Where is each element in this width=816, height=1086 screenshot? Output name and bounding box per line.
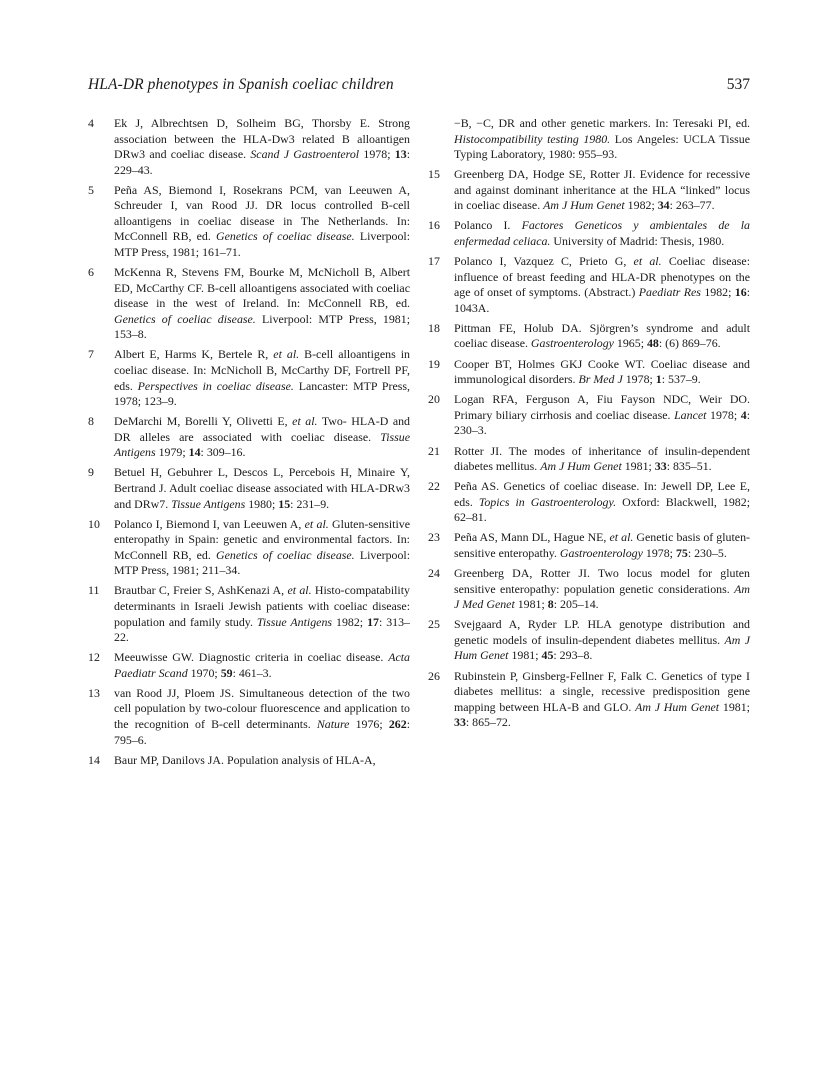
page-number: 537 <box>726 76 750 93</box>
reference-item <box>428 566 750 613</box>
reference-text: 1978; <box>622 372 656 387</box>
reference-text: Pittman FE, Holub DA. Sjörgren’s syndrome and adult coeliac disease. <box>454 320 750 351</box>
reference-number: 7 <box>88 347 94 362</box>
reference-journal: Tissue Antigens <box>114 429 410 460</box>
reference-item <box>88 650 410 681</box>
reference-text: Rotter JI. The modes of inheritance of insulin-dependent diabetes mellitus. <box>454 443 750 474</box>
reference-text: Two- HLA-D and DR alleles are associated with coeliac disease. <box>114 414 410 444</box>
reference-volume: 75 <box>675 546 688 561</box>
reference-text: Brautbar C, Freier S, AshKenazi A, <box>114 583 288 598</box>
reference-journal: Genetics of coeliac disease. <box>216 547 355 562</box>
reference-journal: Paediatr Res <box>638 285 701 300</box>
reference-text: 1982; <box>624 198 658 213</box>
reference-pages: : 313–22. <box>114 614 411 645</box>
reference-text: Los Angeles: UCLA Tissue Typing Laboratory, 1980: 955–93. <box>454 131 750 162</box>
reference-number: 10 <box>88 516 100 531</box>
reference-text: 1978; <box>359 147 395 162</box>
reference-volume: 17 <box>367 614 379 629</box>
reference-item <box>428 254 750 316</box>
reference-text: 1976; <box>349 717 389 732</box>
reference-volume: 13 <box>394 147 407 162</box>
reference-item <box>428 617 750 664</box>
reference-pages: : 461–3. <box>232 665 272 680</box>
reference-journal: Am J Hum Genet <box>635 699 720 714</box>
reference-journal: Gastroenterology <box>530 336 614 351</box>
reference-text: 1978; <box>706 407 741 422</box>
reference-journal: et al. <box>304 516 329 531</box>
reference-text: Polanco I, Vazquez C, Prieto G, <box>454 254 634 269</box>
reference-item <box>428 167 750 214</box>
reference-item <box>428 321 750 352</box>
reference-item <box>88 686 410 748</box>
reference-journal: Scand J Gastroenterol <box>250 147 360 162</box>
reference-text: Meeuwisse GW. Diagnostic criteria in coeliac disease. <box>114 650 389 665</box>
reference-volume: 1 <box>655 372 662 387</box>
running-title: HLA-DR phenotypes in Spanish coeliac children <box>88 76 394 93</box>
reference-pages: : 230–5. <box>687 546 727 561</box>
reference-number: 24 <box>428 566 440 581</box>
reference-volume: 33 <box>654 459 667 474</box>
reference-text: Peña AS, Mann DL, Hague NE, <box>454 530 610 545</box>
reference-number: 18 <box>428 320 440 335</box>
reference-pages: : 865–72. <box>465 715 511 730</box>
reference-journal: Br Med J <box>578 372 623 387</box>
reference-number: 17 <box>428 254 440 269</box>
reference-journal: et al. <box>287 583 312 598</box>
reference-volume: 59 <box>220 665 233 680</box>
reference-number: 26 <box>428 668 440 683</box>
reference-journal: Acta Paediatr Scand <box>114 650 410 680</box>
reference-pages: : 1043A. <box>454 285 750 315</box>
reference-item <box>88 517 410 579</box>
reference-number: 21 <box>428 443 440 458</box>
reference-text: Greenberg DA, Rotter JI. Two locus model for gluten sensitive enteropathy: population genetic considerations. <box>454 566 750 596</box>
reference-volume: 45 <box>541 648 554 663</box>
reference-journal: Genetics of coeliac disease. <box>114 311 256 326</box>
reference-text: B-cell alloantigens in coeliac disease. In: McNicholl B, McCarthy DF, Fortrell PF, eds. <box>114 347 410 393</box>
reference-text: Betuel H, Gebuhrer L, Descos L, Percebois H, Minaire Y, Bertrand J. Adult coeliac disease associated with HLA-DRw3 and DRw7. <box>114 465 410 511</box>
reference-number: 11 <box>88 583 100 598</box>
reference-item <box>428 116 750 163</box>
reference-item <box>428 530 750 561</box>
reference-number: 20 <box>428 392 440 407</box>
reference-number: 8 <box>88 414 94 429</box>
reference-pages: : 231–9. <box>290 496 330 511</box>
reference-item <box>428 218 750 249</box>
reference-item <box>428 444 750 475</box>
reference-number: 5 <box>88 182 94 197</box>
reference-text: Albert E, Harms K, Bertele R, <box>114 347 274 362</box>
reference-item <box>428 392 750 439</box>
reference-text: Oxford: Blackwell, 1982; 62–81. <box>454 494 751 525</box>
reference-journal: et al. <box>292 414 318 429</box>
reference-text: DeMarchi M, Borelli Y, Olivetti E, <box>114 414 293 429</box>
reference-pages: : 230–3. <box>454 407 750 438</box>
reference-item <box>88 183 410 261</box>
reference-text: 1981; <box>514 597 548 612</box>
reference-journal: Histocompatibility testing 1980. <box>454 131 611 146</box>
reference-text: 1981; <box>508 648 542 663</box>
reference-volume: 4 <box>740 407 747 422</box>
reference-number: 19 <box>428 356 440 371</box>
references-right-column <box>428 116 750 735</box>
reference-text: Histo-compatability determinants in Israeli Jewish patients with coeliac disease: population and family study. <box>114 583 410 629</box>
reference-volume: 33 <box>454 715 466 730</box>
reference-text: −B, −C, DR and other genetic markers. In: Teresaki PI, ed. <box>454 116 750 130</box>
reference-text: Peña AS. Genetics of coeliac disease. In: Jewell DP, Lee E, eds. <box>454 479 750 509</box>
reference-number: 12 <box>88 650 100 665</box>
reference-text: 1981; <box>621 459 655 474</box>
reference-text: Polanco I. <box>454 218 522 233</box>
reference-volume: 262 <box>388 717 407 732</box>
reference-journal: Perspectives in coeliac disease. <box>137 378 294 393</box>
reference-pages: : (6) 869–76. <box>658 336 721 351</box>
references-left-column <box>88 116 410 773</box>
reference-text: University of Madrid: Thesis, 1980. <box>550 234 725 249</box>
reference-number: 23 <box>428 530 440 545</box>
reference-number: 13 <box>88 685 100 700</box>
reference-pages: : 537–9. <box>661 372 701 387</box>
reference-pages: : 293–8. <box>553 648 593 663</box>
reference-number: 22 <box>428 479 440 494</box>
reference-number: 6 <box>88 265 94 280</box>
reference-text: Liverpool: MTP Press, 1981; 161–71. <box>114 229 411 259</box>
reference-volume: 48 <box>646 336 659 351</box>
reference-item <box>88 583 410 645</box>
reference-text: 1970; <box>187 665 221 680</box>
running-header <box>88 76 750 98</box>
reference-item <box>88 265 410 343</box>
reference-journal: Tissue Antigens <box>171 496 246 511</box>
reference-item <box>428 479 750 526</box>
reference-pages: : 309–16. <box>200 445 246 460</box>
reference-pages: : 263–77. <box>669 198 715 213</box>
reference-volume: 34 <box>657 198 670 213</box>
reference-number: 25 <box>428 617 440 632</box>
reference-text: Ek J, Albrechtsen D, Solheim BG, Thorsby E. Strong association between the HLA-Dw3 related B alloantigen DRw3 and coeliac disease. <box>114 116 410 162</box>
reference-pages: : 795–6. <box>114 717 411 747</box>
reference-text: Baur MP, Danilovs JA. Population analysis of HLA-A, <box>114 752 376 767</box>
reference-text: Liverpool: MTP Press, 1981; 153–8. <box>114 311 410 342</box>
reference-number: 16 <box>428 218 440 233</box>
reference-text: Greenberg DA, Hodge SE, Rotter JI. Evidence for recessive and against dominant inheritance at the HLA “linked” locus in coeliac disease. <box>454 167 750 213</box>
reference-journal: Factores Geneticos y ambientales de la enfermedad celiaca. <box>454 218 750 249</box>
reference-journal: Am J Hum Genet <box>540 459 622 474</box>
reference-number: 9 <box>88 465 94 480</box>
reference-pages: : 205–14. <box>553 597 599 612</box>
reference-text: Cooper BT, Holmes GKJ Cooke WT. Coeliac disease and immunological disorders. <box>454 356 750 387</box>
reference-item <box>88 347 410 409</box>
reference-item <box>428 669 750 731</box>
reference-number: 15 <box>428 167 440 182</box>
reference-text: Gluten-sensitive enteropathy in Spain: genetic and environmental factors. In: McConnell RB, ed. <box>114 516 410 562</box>
reference-journal: Tissue Antigens <box>256 614 333 629</box>
reference-text: Svejgaard A, Ryder LP. HLA genotype distribution and genetic models of insulin-dependent diabetes mellitus. <box>454 617 750 647</box>
reference-text: Rubinstein P, Ginsberg-Fellner F, Falk C. Genetics of type I diabetes mellitus: a single, recessive predisposition gene mapping between HLA-B and GLO. <box>454 668 750 714</box>
reference-journal: et al. <box>609 530 634 545</box>
reference-text: Lancaster: MTP Press, 1978; 123–9. <box>114 378 410 409</box>
reference-text: Liverpool: MTP Press, 1981; 211–34. <box>114 547 411 578</box>
reference-journal: Am J Hum Genet <box>543 198 625 213</box>
reference-number: 14 <box>88 752 100 767</box>
reference-pages: : 835–51. <box>666 459 712 474</box>
reference-text: Polanco I, Biemond I, van Leeuwen A, <box>114 516 305 531</box>
reference-text: Logan RFA, Ferguson A, Fiu Fayson NDC, Weir DO. Primary biliary cirrhosis and coeliac disease. <box>454 392 750 422</box>
reference-text: 1978; <box>642 546 676 561</box>
reference-journal: et al. <box>633 254 662 269</box>
reference-journal: Gastroenterology <box>559 546 643 561</box>
reference-volume: 14 <box>188 445 201 460</box>
reference-text: Coeliac disease: influence of breast feeding and HLA-DR phenotypes on the age of onset of symptoms. (Abstract.) <box>454 254 751 300</box>
reference-text: 1965; <box>613 336 647 351</box>
reference-pages: : 229–43. <box>114 147 410 177</box>
reference-number: 4 <box>88 116 94 130</box>
reference-journal: Am J Hum Genet <box>454 632 750 663</box>
reference-text: 1979; <box>155 445 189 460</box>
reference-journal: Topics in Gastroenterology. <box>478 494 617 509</box>
reference-text: van Rood JJ, Ploem JS. Simultaneous detection of the two cell population by two-colour fluorescence and application to the recognition of B-cell determinants. <box>114 685 410 732</box>
reference-volume: 15 <box>278 496 291 511</box>
reference-volume: 8 <box>547 597 554 612</box>
reference-journal: Genetics of coeliac disease. <box>216 229 355 244</box>
reference-text: Genetic basis of gluten-sensitive enteropathy. <box>454 530 750 561</box>
reference-text: 1982; <box>700 285 735 300</box>
reference-item <box>88 465 410 512</box>
reference-journal: Lancet <box>674 407 707 422</box>
reference-item <box>88 116 410 178</box>
reference-text: 1982; <box>332 614 368 629</box>
reference-item <box>88 753 410 769</box>
reference-item <box>428 357 750 388</box>
reference-item <box>88 414 410 461</box>
reference-volume: 16 <box>734 285 747 300</box>
reference-text: 1980; <box>245 496 279 511</box>
reference-journal: et al. <box>273 347 300 362</box>
reference-journal: Nature <box>316 717 350 732</box>
reference-text: Peña AS, Biemond I, Rosekrans PCM, van Leeuwen A, Schreuder I, van Rood JJ. DR locus controlled B-cell alloantigens in coeliac disease in The Netherlands. In: McConnell RB, ed. <box>114 182 410 244</box>
reference-journal: Am J Med Genet <box>454 581 750 612</box>
reference-text: McKenna R, Stevens FM, Bourke M, McNicholl B, Albert ED, McCarthy CF. B-cell alloantigens associated with coeliac disease in the west of Ireland. In: McConnell RB, ed. <box>114 265 410 311</box>
reference-text: 1981; <box>719 699 750 714</box>
